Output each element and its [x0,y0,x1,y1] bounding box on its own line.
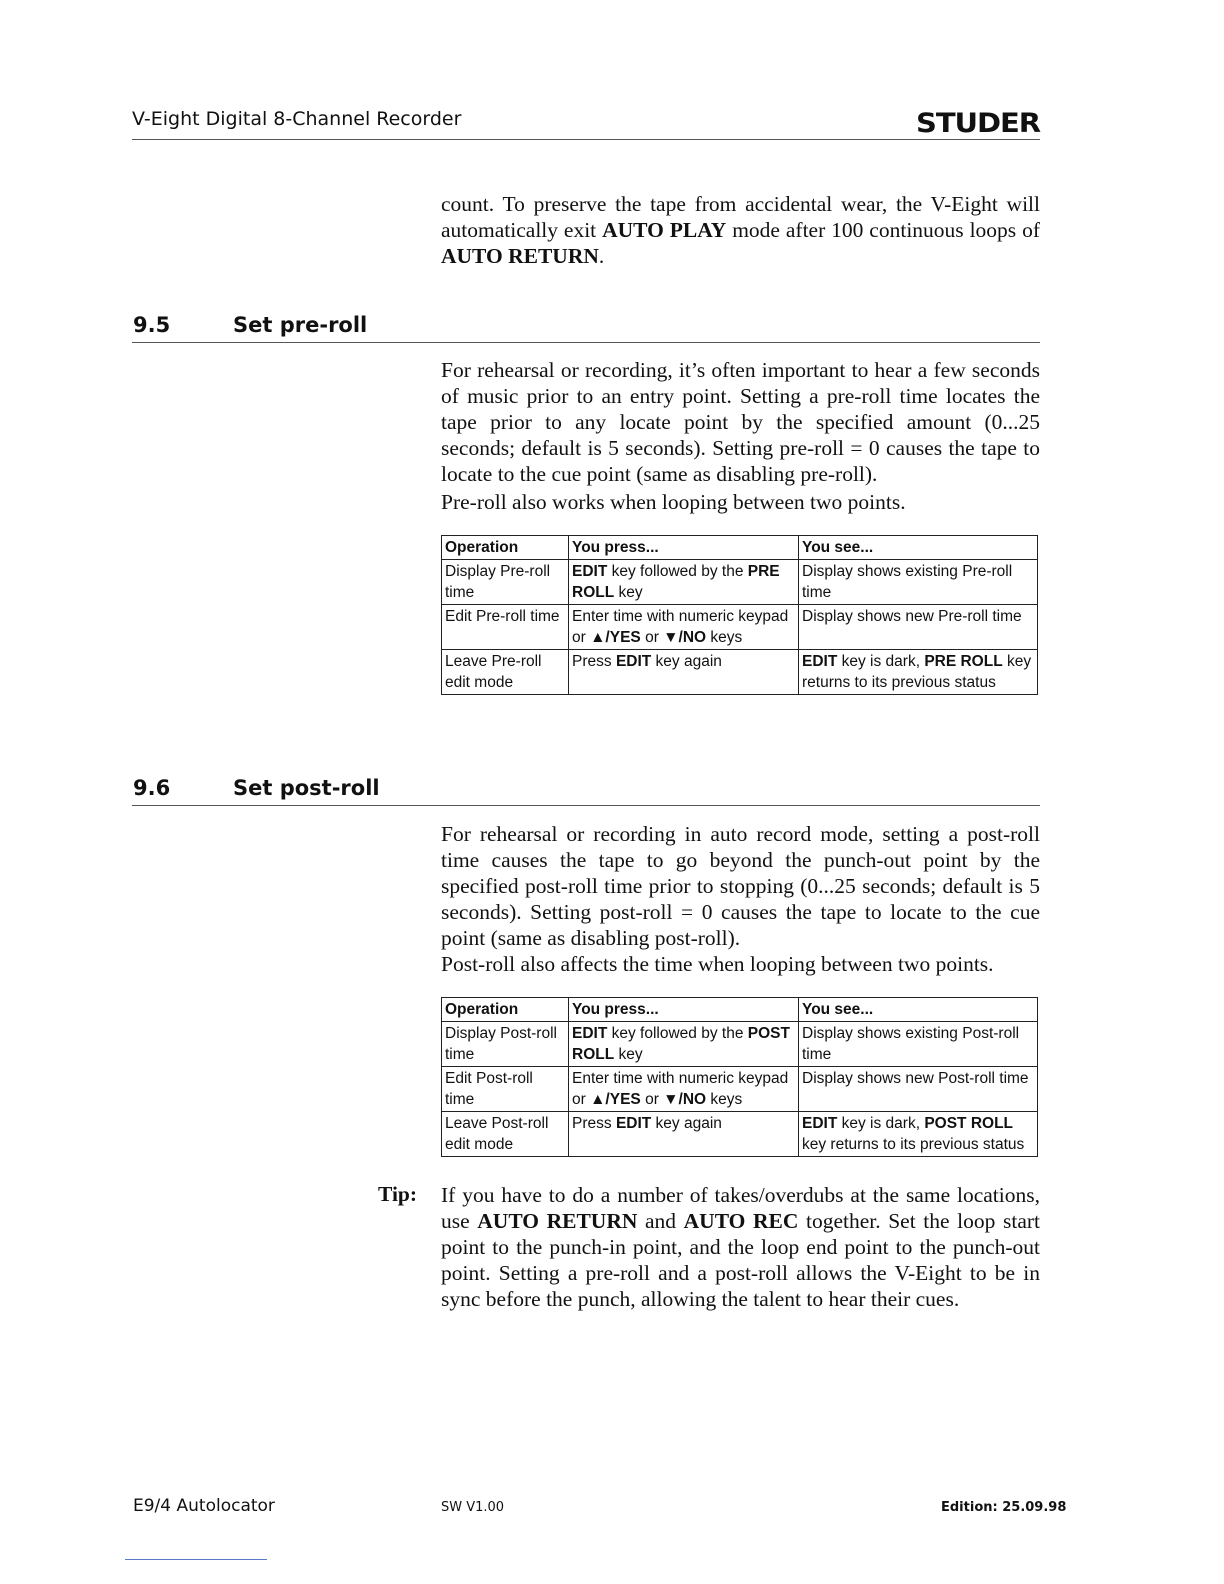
table-row [442,650,1038,695]
table-row [442,605,1038,650]
cell-operation: Display Pre-roll time [442,560,569,605]
cell-press: EDIT key followed by the POST ROLL key [569,1022,799,1067]
intro-bold-auto-return: AUTO RETURN [441,244,599,268]
footer-edition: Edition: 25.09.98 [941,1500,1067,1515]
footer-chapter: E9/4 Autolocator [133,1496,275,1516]
pre-roll-paragraph: For rehearsal or recording, it’s often important to hear a few seconds of music prior to an entry point. Setting a pre-roll time locates the tape prior to any locate point by the specified amount (0...25 seconds; default is 5 seconds). Setting pre-roll = 0 causes the tape to locate to the cue point (same as disabling pre-roll). [441,358,1040,486]
cell-operation: Edit Post-roll time [442,1067,569,1112]
cell-see: Display shows existing Pre-roll time [799,560,1038,605]
section-title-pre-roll: Set pre-roll [233,313,368,337]
section-title-post-roll: Set post-roll [233,776,380,800]
cell-operation: Edit Pre-roll time [442,605,569,650]
header-operation: Operation [442,536,569,560]
section-number-9-5: 9.5 [133,313,171,337]
footer-software-version: SW V1.00 [441,1500,505,1515]
header-rule [132,139,1040,140]
cell-press: Enter time with numeric keypad or ▲/YES or ▼/NO keys [569,1067,799,1112]
post-roll-table [441,997,1038,1157]
intro-text-3: . [598,244,605,268]
studer-logo [916,104,1042,138]
tip-paragraph: If you have to do a number of takes/overdubs at the same locations, use AUTO RETURN and AUTO REC together. Set the loop start point to the punch-in point, and the loop end point to the punch-out point. Setting a pre-roll and a post-roll allows the V-Eight to be in sync before the punch, allowing the talent to hear their cues. [441,1183,1040,1311]
document-title: V-Eight Digital 8-Channel Recorder [132,108,462,130]
table-header-row [442,536,1038,560]
pre-roll-table [441,535,1038,695]
cell-press: EDIT key followed by the PRE ROLL key [569,560,799,605]
table-header-row [442,998,1038,1022]
table-row [442,1067,1038,1112]
cell-operation: Display Post-roll time [442,1022,569,1067]
section-rule-pre-roll [132,342,1040,343]
cell-see: Display shows new Post-roll time [799,1067,1038,1112]
cell-see: EDIT key is dark, POST ROLL key returns to its previous status [799,1112,1038,1157]
section-number-9-6: 9.6 [133,776,171,800]
cell-see: EDIT key is dark, PRE ROLL key returns to its previous status [799,650,1038,695]
cell-operation: Leave Post-roll edit mode [442,1112,569,1157]
header-you-see: You see... [799,536,1038,560]
cell-press: Press EDIT key again [569,650,799,695]
table-row [442,1022,1038,1067]
intro-text-2: mode after 100 continuous loops of [726,218,1040,242]
header-you-press: You press... [569,998,799,1022]
header-operation: Operation [442,998,569,1022]
cell-operation: Leave Pre-roll edit mode [442,650,569,695]
post-roll-note: Post-roll also affects the time when looping between two points. [441,952,994,976]
section-rule-post-roll [132,805,1040,806]
header-you-see: You see... [799,998,1038,1022]
cell-press: Press EDIT key again [569,1112,799,1157]
footer-rule [125,1559,267,1560]
table-row [442,560,1038,605]
tip-label: Tip: [378,1182,418,1206]
cell-see: Display shows new Pre-roll time [799,605,1038,650]
intro-text-1: count. To preserve the tape from accidental wear, the V-Eight will automatically exit [441,192,1040,242]
brand-wordmark: STUDER [916,108,1042,138]
pre-roll-note: Pre-roll also works when looping between two points. [441,490,906,514]
table-row [442,1112,1038,1157]
header-you-press: You press... [569,536,799,560]
intro-paragraph [441,191,1040,269]
post-roll-paragraph: For rehearsal or recording in auto record mode, setting a post-roll time causes the tape to go beyond the punch-out point by the specified post-roll time prior to stopping (0...25 seconds; default is 5 seconds). Setting post-roll = 0 causes the tape to locate to the cue point (same as disabling post-roll). [441,822,1040,950]
cell-press: Enter time with numeric keypad or ▲/YES or ▼/NO keys [569,605,799,650]
intro-bold-auto-play: AUTO PLAY [602,218,727,242]
cell-see: Display shows existing Post-roll time [799,1022,1038,1067]
